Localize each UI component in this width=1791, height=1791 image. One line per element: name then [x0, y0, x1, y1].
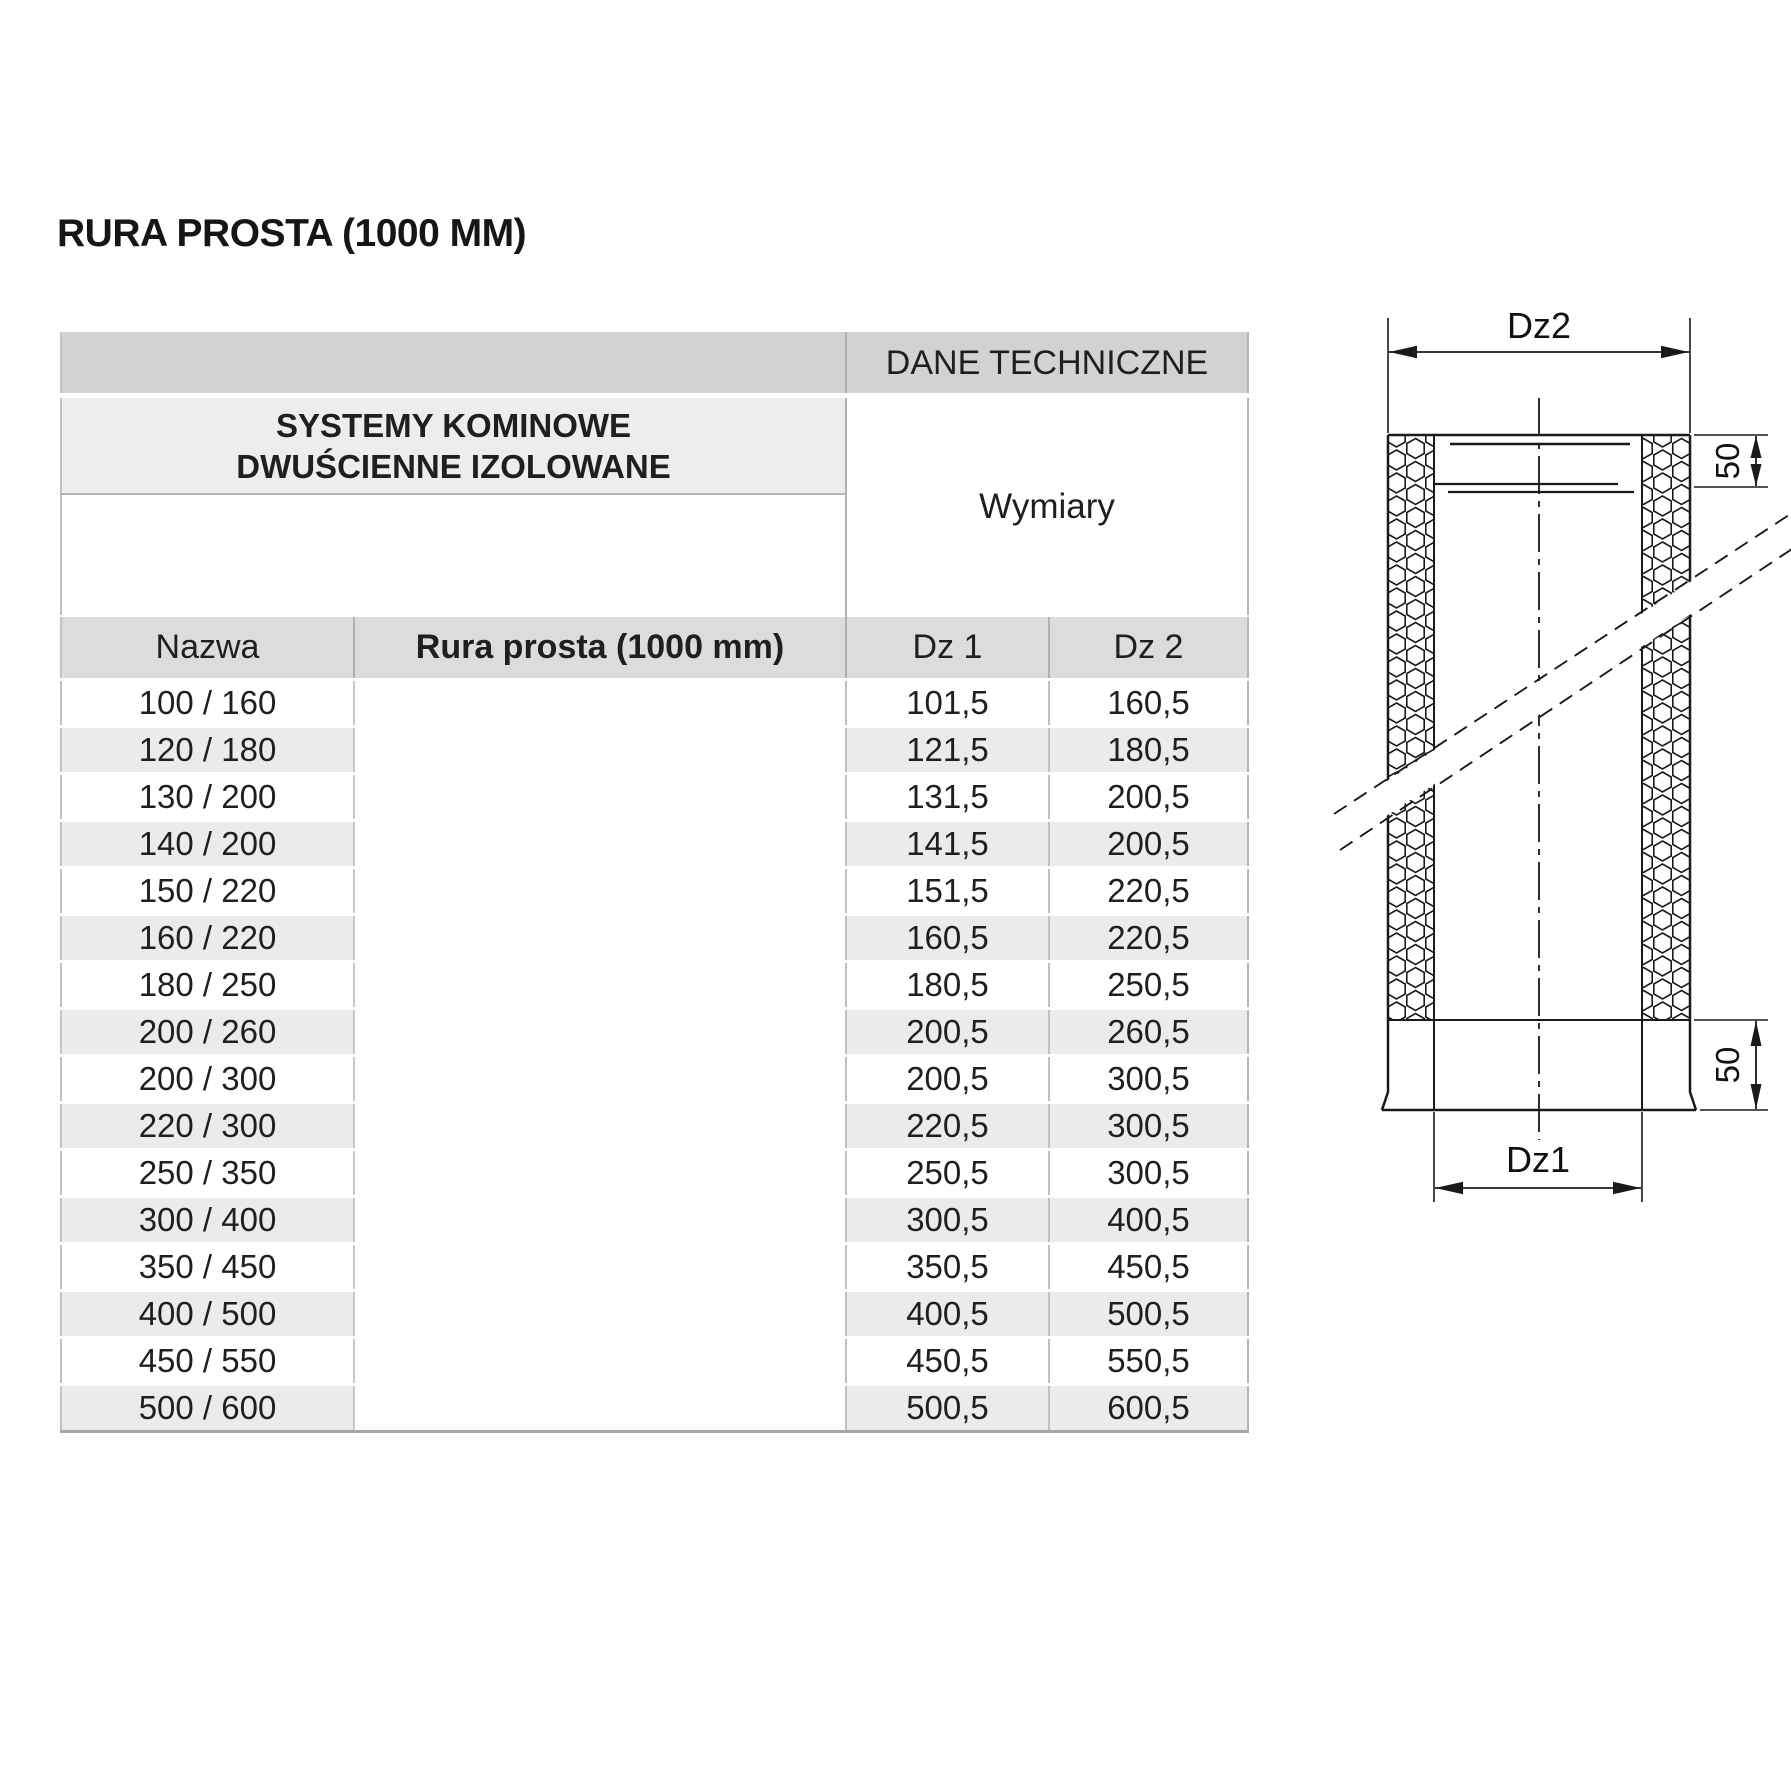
cell-name: 220 / 300: [61, 1103, 354, 1150]
page-title: RURA PROSTA (1000 MM): [57, 212, 527, 255]
cell-name: 180 / 250: [61, 962, 354, 1009]
category-line2: DWUŚCIENNE IZOLOWANE: [236, 447, 671, 485]
socket-depth-label: 50: [1709, 442, 1746, 480]
cell-dz2: 200,5: [1049, 774, 1248, 821]
base-height-dimension: [1694, 1020, 1768, 1110]
cell-dz1: 151,5: [846, 868, 1049, 915]
cell-dz1: 101,5: [846, 680, 1049, 727]
cell-name: 130 / 200: [61, 774, 354, 821]
cell-dz1: 200,5: [846, 1009, 1049, 1056]
base-height-label: 50: [1709, 1046, 1746, 1084]
dz1-dimension: [1434, 1112, 1642, 1202]
dz1-label: Dz1: [1505, 1139, 1571, 1180]
column-header-dz2: Dz 2: [1049, 616, 1248, 680]
table-row: [61, 680, 1248, 727]
pipe-technical-drawing: [1325, 290, 1791, 1215]
cell-dz1: 300,5: [846, 1197, 1049, 1244]
cell-dz2: 180,5: [1049, 727, 1248, 774]
cell-dz1: 220,5: [846, 1103, 1049, 1150]
cell-dz1: 500,5: [846, 1385, 1049, 1432]
cell-dz2: 500,5: [1049, 1291, 1248, 1338]
column-header-dz1: Dz 1: [846, 616, 1049, 680]
cell-dz2: 400,5: [1049, 1197, 1248, 1244]
dz2-label: Dz2: [1506, 305, 1572, 346]
category-header: [61, 396, 846, 495]
cell-name: 200 / 260: [61, 1009, 354, 1056]
cell-dz1: 350,5: [846, 1244, 1049, 1291]
cell-name: 400 / 500: [61, 1291, 354, 1338]
spacer-cell: [61, 494, 846, 616]
cell-name: 160 / 220: [61, 915, 354, 962]
cell-dz2: 200,5: [1049, 821, 1248, 868]
cell-name: 250 / 350: [61, 1150, 354, 1197]
cell-dz2: 550,5: [1049, 1338, 1248, 1385]
category-line1: SYSTEMY KOMINOWE: [275, 406, 632, 444]
cell-dz2: 300,5: [1049, 1103, 1248, 1150]
cell-dz1: 160,5: [846, 915, 1049, 962]
cell-dz2: 250,5: [1049, 962, 1248, 1009]
dimensions-header: Wymiary: [846, 396, 1248, 617]
cell-name: 300 / 400: [61, 1197, 354, 1244]
cell-dz1: 400,5: [846, 1291, 1049, 1338]
cell-dz1: 180,5: [846, 962, 1049, 1009]
technical-data-table: [60, 332, 1247, 1433]
empty-header-cell: [61, 333, 846, 396]
cell-dz2: 260,5: [1049, 1009, 1248, 1056]
cell-dz2: 300,5: [1049, 1056, 1248, 1103]
cell-dz1: 121,5: [846, 727, 1049, 774]
cell-name: 100 / 160: [61, 680, 354, 727]
cell-name: 150 / 220: [61, 868, 354, 915]
cell-dz1: 131,5: [846, 774, 1049, 821]
cell-name: 140 / 200: [61, 821, 354, 868]
cell-name: 120 / 180: [61, 727, 354, 774]
cell-dz2: 450,5: [1049, 1244, 1248, 1291]
table-row: [61, 333, 1248, 396]
cell-name: 450 / 550: [61, 1338, 354, 1385]
column-header-product: Rura prosta (1000 mm): [354, 616, 846, 680]
cell-name: 350 / 450: [61, 1244, 354, 1291]
group-header: DANE TECHNICZNE: [846, 333, 1248, 396]
cell-dz1: 141,5: [846, 821, 1049, 868]
cell-dz2: 220,5: [1049, 868, 1248, 915]
cell-dz2: 220,5: [1049, 915, 1248, 962]
cell-dz2: 160,5: [1049, 680, 1248, 727]
socket-depth-dimension: [1694, 435, 1768, 487]
cell-dz1: 250,5: [846, 1150, 1049, 1197]
column-header-name: Nazwa: [61, 616, 354, 680]
product-image-cell: [354, 680, 846, 1432]
cell-dz1: 450,5: [846, 1338, 1049, 1385]
cell-dz1: 200,5: [846, 1056, 1049, 1103]
cell-name: 500 / 600: [61, 1385, 354, 1432]
cell-name: 200 / 300: [61, 1056, 354, 1103]
table-row: [61, 396, 1248, 495]
cell-dz2: 300,5: [1049, 1150, 1248, 1197]
table-header-row: [61, 616, 1248, 680]
cell-dz2: 600,5: [1049, 1385, 1248, 1432]
